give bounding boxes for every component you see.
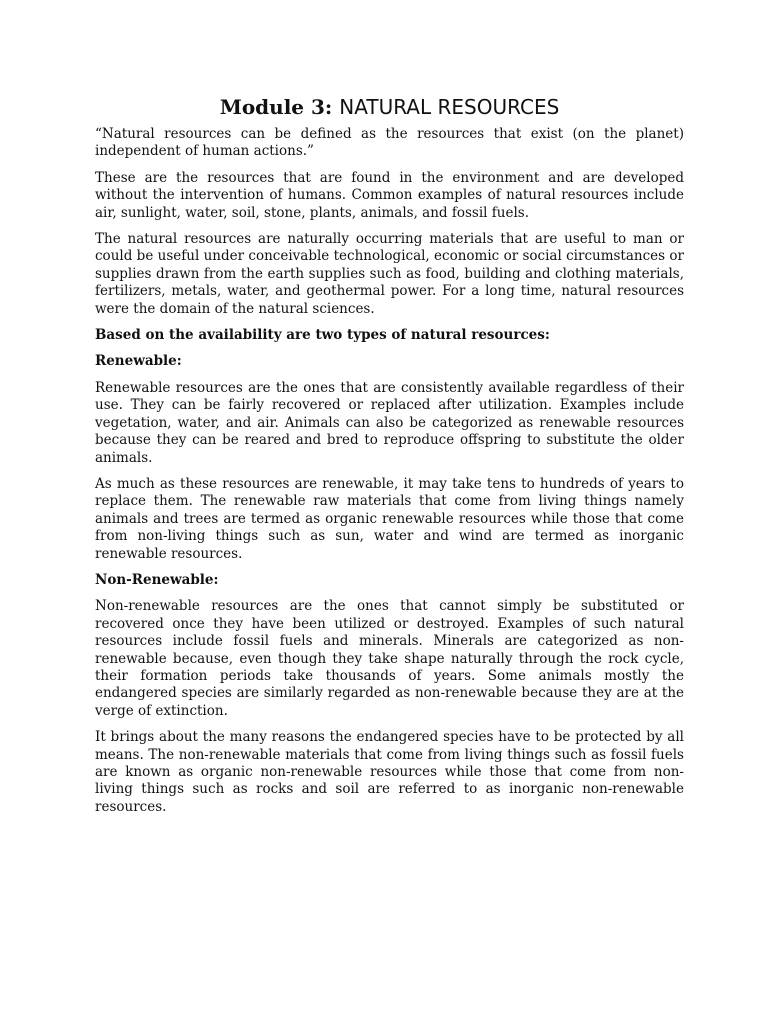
renewable-paragraph-1: Renewable resources are the ones that are consistently available regardless of their use. They can be fairly recovered or replaced after utilization. Examples include vegetation, water, and air. Animals can also be categorized as renewable resources because they can be reared and bred to reproduce offspring to substitute the older animals. bbox=[95, 379, 684, 466]
non-renewable-heading: Non-Renewable: bbox=[95, 571, 219, 588]
page-title-module: Module 3: bbox=[219, 95, 340, 119]
page-title bbox=[95, 95, 684, 119]
availability-heading: Based on the availability are two types of natural resources: bbox=[95, 327, 550, 344]
definition-paragraph: The natural resources are naturally occurring materials that are useful to man or could be useful under conceivable technological, economic or social circumstances or supplies drawn from the earth supplies such as food, building and clothing materials, fertilizers, metals, water, and geothermal power. For a long time, natural resources were the domain of the natural sciences. bbox=[95, 231, 684, 317]
intro-paragraph: These are the resources that are found in the environment and are developed without the intervention of humans. Common examples of natural resources include air, sunlight, water, soil, stone, plants, animals, and fossil fuels. bbox=[95, 169, 684, 221]
renewable-heading: Renewable: bbox=[95, 353, 182, 370]
page-title-topic: NATURAL RESOURCES bbox=[339, 95, 560, 119]
non-renewable-paragraph-2: It brings about the many reasons the endangered species have to be protected by all means. The non-renewable materials that come from living things such as fossil fuels are known as organic non-renewable resources while those that come from non-living things such as rocks and soil are referred to as inorganic non-renewable resources. bbox=[95, 729, 684, 815]
document-page bbox=[95, 95, 684, 825]
renewable-paragraph-2: As much as these resources are renewable, it may take tens to hundreds of years to replace them. The renewable raw materials that come from living things namely animals and trees are termed as organic renewable resources while those that come from non-living things such as sun, water and wind are termed as inorganic renewable resources. bbox=[95, 475, 684, 562]
non-renewable-paragraph-1: Non-renewable resources are the ones that cannot simply be substituted or recovered once they have been utilized or destroyed. Examples of such natural resources include fossil fuels and minerals. Minerals are categorized as non-renewable because, even though they take shape naturally through the rock cycle, their formation periods take thousands of years. Some animals mostly the endangered species are similarly regarded as non-renewable because they are at the verge of extinction. bbox=[95, 598, 684, 719]
definition-quote: “Natural resources can be defined as the resources that exist (on the planet) independent of human actions.” bbox=[95, 126, 684, 160]
